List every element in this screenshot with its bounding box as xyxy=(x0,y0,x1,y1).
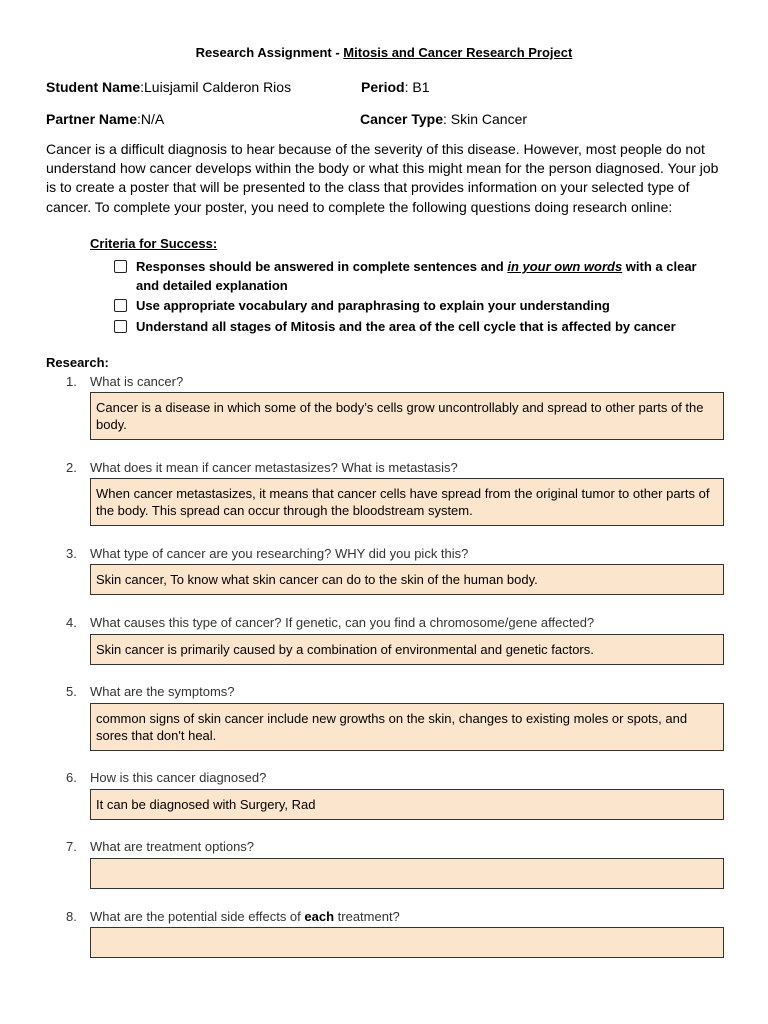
criteria-item-1-text xyxy=(136,257,714,295)
student-name-label: Student Name xyxy=(46,79,141,95)
title-project-name: Mitosis and Cancer Research Project xyxy=(343,45,573,60)
question-3 xyxy=(66,546,468,561)
criteria-item-1-emphasis: in your own words xyxy=(507,259,623,274)
answer-box-8[interactable] xyxy=(90,927,724,958)
criteria-checkbox-2[interactable] xyxy=(114,299,127,312)
answer-box-2[interactable]: When cancer metastasizes, it means that cancer cells have spread from the original tumor to other parts of the body. This spread can occur through the bloodstream system. xyxy=(90,478,724,526)
answer-box-5[interactable]: common signs of skin cancer include new growths on the skin, changes to existing moles or spots, and sores that don't heal. xyxy=(90,703,724,751)
criteria-item-1-post: with a clear and detailed explanation xyxy=(136,259,697,293)
question-number: 2. xyxy=(66,460,77,475)
question-8-emphasis: each xyxy=(304,909,335,924)
criteria-title: Criteria for Success: xyxy=(90,236,218,251)
question-8-post: treatment? xyxy=(334,909,400,924)
criteria-item-1-pre: Responses should be answered in complete sentences and xyxy=(136,259,508,274)
criteria-item-vocabulary xyxy=(114,296,714,315)
page-title xyxy=(0,45,768,60)
question-number: 1. xyxy=(66,374,77,389)
question-7 xyxy=(66,839,254,854)
question-text: What are treatment options? xyxy=(90,839,255,854)
answer-box-7[interactable] xyxy=(90,858,724,889)
answer-box-6[interactable]: It can be diagnosed with Surgery, Rad xyxy=(90,789,724,820)
cancer-type-field xyxy=(360,111,527,127)
criteria-item-complete-sentences xyxy=(114,257,714,295)
question-1 xyxy=(66,374,183,389)
question-text: What type of cancer are you researching? WHY did you pick this? xyxy=(90,546,469,561)
question-text: What causes this type of cancer? If genetic, can you find a chromosome/gene affected? xyxy=(90,615,595,630)
question-2 xyxy=(66,460,458,475)
period-value: : B1 xyxy=(404,79,430,95)
partner-name-value: :N/A xyxy=(137,111,165,127)
question-6 xyxy=(66,770,266,785)
question-5 xyxy=(66,684,235,699)
period-field xyxy=(361,79,429,95)
cancer-type-value: : Skin Cancer xyxy=(443,111,528,127)
question-number: 4. xyxy=(66,615,77,630)
research-heading: Research: xyxy=(46,355,109,370)
question-8-pre: What are the potential side effects of xyxy=(90,909,305,924)
question-number: 6. xyxy=(66,770,77,785)
partner-name-label: Partner Name xyxy=(46,111,138,127)
criteria-item-2-text: Use appropriate vocabulary and paraphrasing to explain your understanding xyxy=(136,298,610,313)
intro-paragraph: Cancer is a difficult diagnosis to hear because of the severity of this disease. However, most people do not understand how cancer develops within the body or what this might mean for the person diagnosed. Your job is to create a poster that will be presented to the class that provides information on your selected type of cancer. To complete your poster, you need to complete the following questions doing research online: xyxy=(46,141,719,215)
student-name-value: :Luisjamil Calderon Rios xyxy=(140,79,292,95)
question-number: 5. xyxy=(66,684,77,699)
criteria-item-mitosis xyxy=(114,317,734,336)
question-text: How is this cancer diagnosed? xyxy=(90,770,267,785)
partner-name-field xyxy=(46,111,164,127)
answer-box-1[interactable]: Cancer is a disease in which some of the body’s cells grow uncontrollably and spread to other parts of the body. xyxy=(90,392,724,440)
question-8 xyxy=(66,909,400,924)
answer-box-4[interactable]: Skin cancer is primarily caused by a combination of environmental and genetic factors. xyxy=(90,634,724,665)
cancer-type-label: Cancer Type xyxy=(360,111,443,127)
criteria-item-3-text: Understand all stages of Mitosis and the area of the cell cycle that is affected by cancer xyxy=(136,319,676,334)
question-text: What does it mean if cancer metastasizes? What is metastasis? xyxy=(90,460,458,475)
period-label: Period xyxy=(361,79,405,95)
answer-box-3[interactable]: Skin cancer, To know what skin cancer can do to the skin of the human body. xyxy=(90,564,724,595)
question-text: What is cancer? xyxy=(90,374,184,389)
question-4 xyxy=(66,615,594,630)
criteria-checkbox-3[interactable] xyxy=(114,320,127,333)
title-prefix: Research Assignment - xyxy=(195,45,344,60)
student-name-field xyxy=(46,79,291,95)
question-number: 3. xyxy=(66,546,77,561)
criteria-checkbox-1[interactable] xyxy=(114,260,127,273)
question-text: What are the symptoms? xyxy=(90,684,235,699)
question-text xyxy=(90,909,400,924)
question-number: 8. xyxy=(66,909,77,924)
question-number: 7. xyxy=(66,839,77,854)
